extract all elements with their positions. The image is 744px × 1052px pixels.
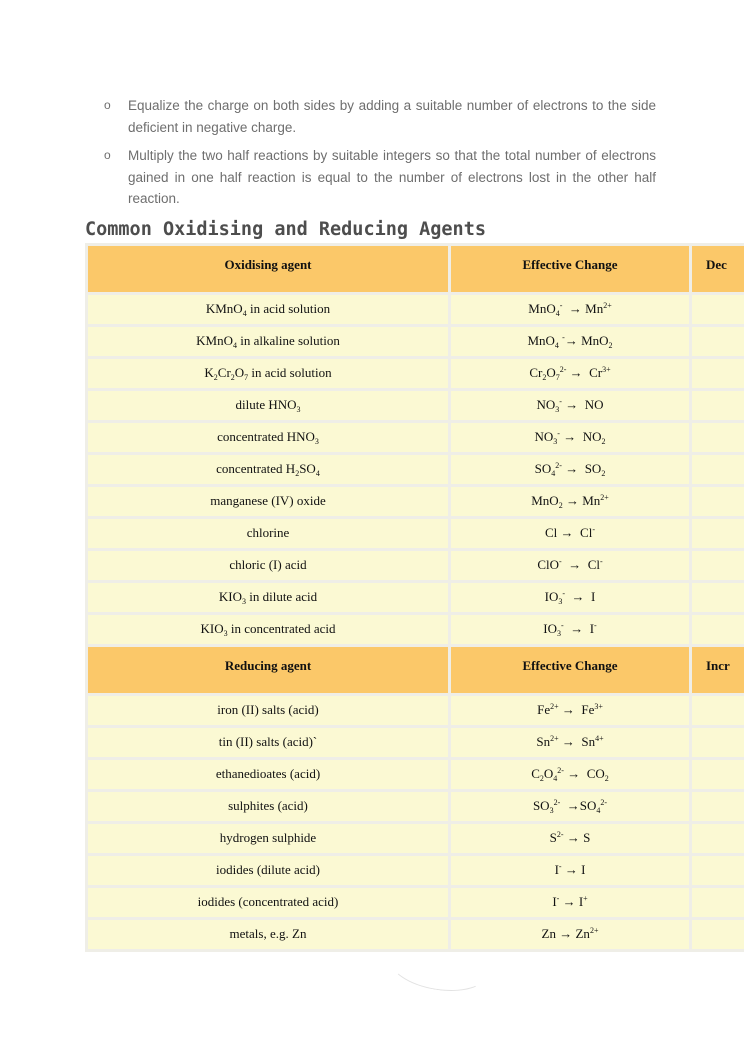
- table-row: [88, 551, 744, 580]
- table-row: [88, 615, 744, 644]
- change-cell: $Cr_2O_7^{2-} \to Cr^{3+}$: [451, 359, 689, 388]
- overflow-cell: [692, 423, 744, 452]
- table-row: [88, 760, 744, 789]
- change-cell: MnO$_4$ -→ MnO$_2$: [451, 327, 689, 356]
- change-cell: $Sn^{2+} \to Sn^{4+}$: [451, 728, 689, 757]
- agent-cell: dilute $HNO_3$: [88, 391, 448, 420]
- change-cell: $S^{2-} \to S$: [451, 824, 689, 853]
- agent-cell: concentrated $HNO_3$: [88, 423, 448, 452]
- change-cell: $SO_3^{2-} \to SO_4^{2-}$: [451, 792, 689, 821]
- table-row: [88, 391, 744, 420]
- bullet-list: [0, 0, 744, 210]
- bullet-item: [0, 145, 744, 210]
- agent-cell: metals, e.g. Zn: [88, 920, 448, 949]
- change-cell: $MnO_2 \to Mn^{2+}$: [451, 487, 689, 516]
- change-cell: $Fe^{2+} \to Fe^{3+}$: [451, 696, 689, 725]
- change-cell: I- → I: [451, 856, 689, 885]
- overflow-cell: [692, 519, 744, 548]
- change-cell: $IO_3^- \to I^-$: [451, 615, 689, 644]
- change-cell: ClO- → Cl-: [451, 551, 689, 580]
- overflow-cell: [692, 920, 744, 949]
- agent-cell: tin (II) salts (acid)`: [88, 728, 448, 757]
- agent-cell: chlorine: [88, 519, 448, 548]
- change-cell: Cl → Cl-: [451, 519, 689, 548]
- table-row: [88, 359, 744, 388]
- agent-cell: chloric (I) acid: [88, 551, 448, 580]
- change-cell: $NO_3^-$ → NO: [451, 391, 689, 420]
- reducing-agents-table: [85, 644, 744, 952]
- agent-cell: sulphites (acid): [88, 792, 448, 821]
- section-heading: Common Oxidising and Reducing Agents: [85, 218, 486, 240]
- change-cell: $IO_3^- \to I$: [451, 583, 689, 612]
- overflow-cell: [692, 760, 744, 789]
- change-cell: $MnO_4^- \to Mn^{2+}$: [451, 295, 689, 324]
- table-row: [88, 327, 744, 356]
- overflow-cell: [692, 327, 744, 356]
- table-row: [88, 423, 744, 452]
- overflow-cell: [692, 455, 744, 484]
- table-row: [88, 888, 744, 917]
- overflow-cell: [692, 792, 744, 821]
- table-row: [88, 824, 744, 853]
- overflow-cell: [692, 487, 744, 516]
- table-row: [88, 583, 744, 612]
- agent-cell: KMnO$_4$ in alkaline solution: [88, 327, 448, 356]
- agent-cell: ethanedioates (acid): [88, 760, 448, 789]
- change-cell: $NO_3^- \to NO_2$: [451, 423, 689, 452]
- change-cell: $Zn \to Zn^{2+}$: [451, 920, 689, 949]
- bullet-text: Equalize the charge on both sides by adding a suitable number of electrons to the side deficient in negative charge.: [128, 98, 656, 135]
- overflow-cell: [692, 856, 744, 885]
- table-row: [88, 696, 744, 725]
- table-row: [88, 487, 744, 516]
- overflow-cell: [692, 295, 744, 324]
- bullet-text: Multiply the two half reactions by suitable integers so that the total number of electrons gained in one half reaction is equal to the number of electrons lost in the other half reaction.: [128, 148, 656, 206]
- agent-cell: manganese (IV) oxide: [88, 487, 448, 516]
- overflow-cell: [692, 824, 744, 853]
- change-cell: I- → I+: [451, 888, 689, 917]
- table-header-row: [88, 647, 744, 693]
- table-row: [88, 856, 744, 885]
- bullet-item: [0, 95, 744, 138]
- overflow-cell: [692, 615, 744, 644]
- agent-cell: $KIO_3$ in concentrated acid: [88, 615, 448, 644]
- overflow-cell: [692, 583, 744, 612]
- table-row: [88, 295, 744, 324]
- agent-cell: $KIO_3$ in dilute acid: [88, 583, 448, 612]
- header-oxidising-agent: Oxidising agent: [88, 246, 448, 292]
- overflow-cell: [692, 696, 744, 725]
- overflow-cell: [692, 888, 744, 917]
- table-row: [88, 728, 744, 757]
- overflow-cell: [692, 551, 744, 580]
- table-row: [88, 792, 744, 821]
- header-effective-change: Effective Change: [451, 647, 689, 693]
- reducing-table-body: [88, 696, 744, 949]
- table-row: [88, 519, 744, 548]
- change-cell: $SO_4^{2-} \to SO_2$: [451, 455, 689, 484]
- oxidising-agents-table: [85, 243, 744, 647]
- agent-cell: iron (II) salts (acid): [88, 696, 448, 725]
- header-effective-change: Effective Change: [451, 246, 689, 292]
- agent-cell: $K_2Cr_2O_7$ in acid solution: [88, 359, 448, 388]
- table-row: [88, 455, 744, 484]
- agent-cell: KMnO$_4$ in acid solution: [88, 295, 448, 324]
- overflow-cell: [692, 728, 744, 757]
- bullet-marker: o: [104, 98, 111, 112]
- overflow-cell: [692, 359, 744, 388]
- agent-cell: concentrated $H_2SO_4$: [88, 455, 448, 484]
- table-header-row: [88, 246, 744, 292]
- change-cell: $C_2O_4^{2-} \to CO_2$: [451, 760, 689, 789]
- agent-cell: iodides (concentrated acid): [88, 888, 448, 917]
- overflow-cell: [692, 391, 744, 420]
- header-decrease-cut: Dec: [692, 246, 744, 292]
- agent-cell: iodides (dilute acid): [88, 856, 448, 885]
- bullet-marker: o: [104, 148, 111, 162]
- header-increase-cut: Incr: [692, 647, 744, 693]
- oxidising-table-body: [88, 295, 744, 644]
- header-reducing-agent: Reducing agent: [88, 647, 448, 693]
- agent-cell: hydrogen sulphide: [88, 824, 448, 853]
